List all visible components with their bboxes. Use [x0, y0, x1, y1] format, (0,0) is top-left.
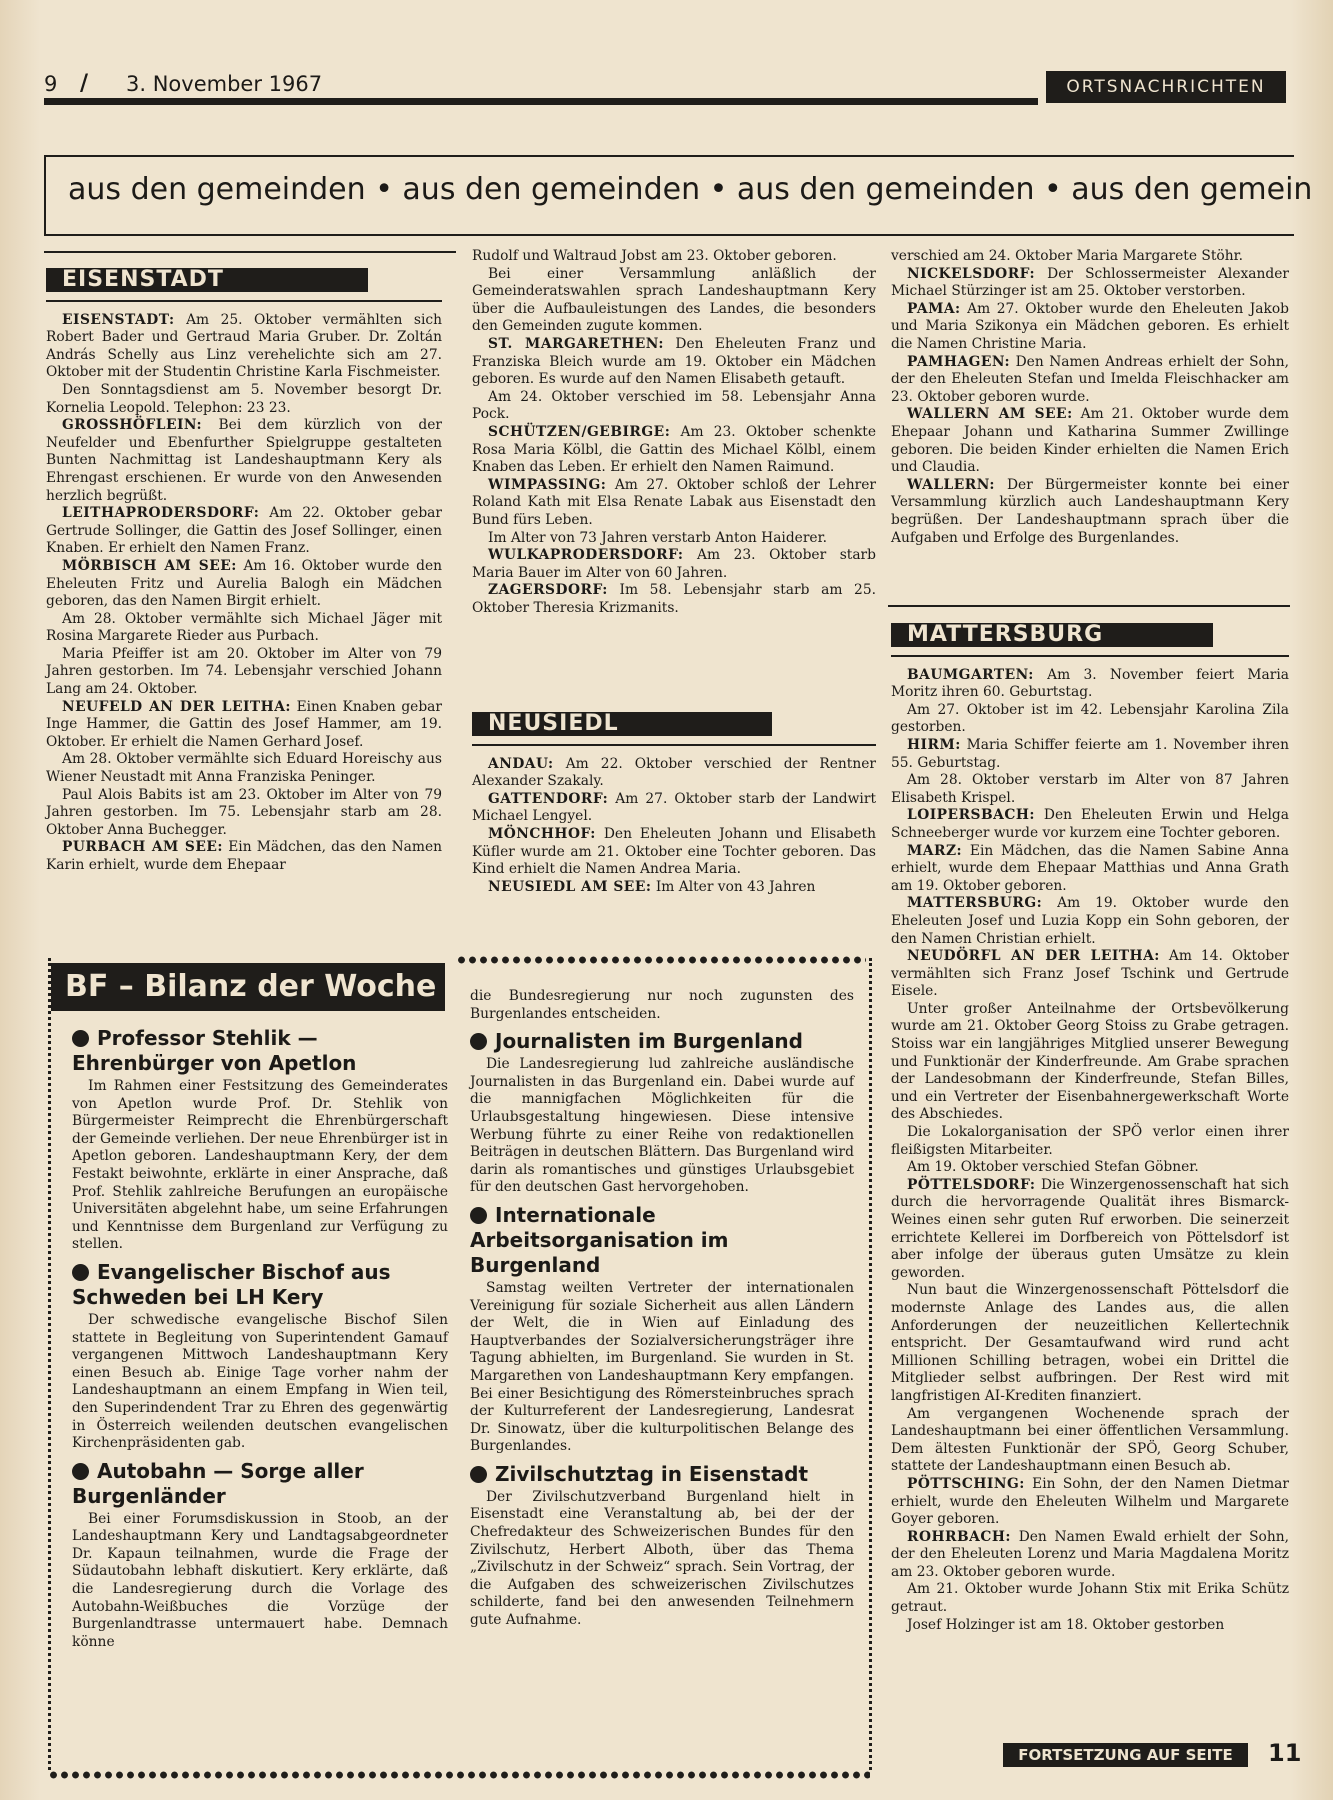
- place-name: MARZ:: [907, 842, 963, 859]
- news-paragraph: [891, 1001, 1289, 1124]
- place-name: PÖTTELSDORF:: [907, 1176, 1036, 1193]
- paragraph-text: Am 16. Oktober wurde den Eheleuten Fritz und Aurelia Balogh ein Mädchen geboren, das den Namen Birgit erhielt.: [46, 557, 442, 610]
- bf-title: BF – Bilanz der Woche: [51, 963, 445, 1011]
- place-name: NEUSIEDL AM SEE:: [488, 878, 652, 895]
- news-paragraph: [46, 382, 442, 417]
- news-paragraph: [891, 1581, 1289, 1616]
- paragraph-text: Paul Alois Babits ist am 23. Oktober im Alter von 79 Jahren gestorben. Im 75. Lebensjahr starb am 28. Oktober Anna Buchegger.: [46, 786, 442, 838]
- bf-headline-text: Evangelischer Bischof aus Schweden bei LH Kery: [72, 1259, 391, 1309]
- column-eisenstadt: [46, 268, 442, 875]
- paragraph-text: Am 22. Oktober verschied der Rentner Alexander Szakaly.: [472, 755, 876, 790]
- news-paragraph: [891, 1476, 1289, 1529]
- place-name: NEUDÖRFL AN DER LEITHA:: [907, 948, 1160, 965]
- news-paragraph: [891, 1282, 1289, 1405]
- news-paragraph: [472, 826, 876, 879]
- news-paragraph: [891, 895, 1289, 948]
- paragraph-text: Maria Schiffer feierte am 1. November ihren 55. Geburtstag.: [891, 736, 1289, 771]
- dotted-border-top: [456, 955, 866, 965]
- paragraph-text: Am 24. Oktober verschied im 58. Lebensjahr Anna Pock.: [472, 388, 876, 423]
- news-paragraph: [891, 477, 1289, 547]
- news-paragraph: [472, 389, 876, 424]
- place-name: NICKELSDORF:: [907, 265, 1036, 282]
- bf-headline-text: Journalisten im Burgenland: [495, 1029, 803, 1054]
- news-paragraph: [891, 948, 1289, 1001]
- paragraph-text: Am 27. Oktober ist im 42. Lebensjahr Karolina Zila gestorben.: [891, 701, 1289, 736]
- news-paragraph: [46, 751, 442, 786]
- news-paragraph: [470, 988, 854, 1023]
- place-name: GROSSHÖFLEIN:: [62, 417, 203, 434]
- place-name: PÖTTSCHING:: [907, 1475, 1025, 1492]
- place-name: WIMPASSING:: [488, 476, 607, 493]
- column-mattersburg: [891, 623, 1289, 1634]
- paragraph-text: Unter großer Anteilnahme der Ortsbevölkerung wurde am 21. Oktober Georg Stoiss zu Grabe getragen. Stoiss war ein langjähriges Mitglied unserer Bewegung und Funktionär der Kinderfreunde. Am Grabe sprachen der Landesobmann der Kinderfreunde, Stefan Billes, und ein Vertreter der Eisenbahnergewerkschaft Worte des Abschiedes.: [891, 1000, 1289, 1123]
- news-paragraph: [472, 424, 876, 477]
- paragraph-text: Bei dem kürzlich von der Neufelder und Ebenfurther Spielgruppe gestalteten Bunten Nachmittag ist Landeshauptmann Kery als Ehrengast erschienen. Er wurde von den Anwesenden herzlich begrüßt.: [46, 417, 442, 504]
- place-name: WULKAPRODERSDORF:: [488, 547, 684, 564]
- place-name: LEITHAPRODERSDORF:: [62, 505, 260, 522]
- paragraph-text: verschied am 24. Oktober Maria Margarete Stöhr.: [891, 248, 1244, 264]
- bf-right-body: [470, 988, 854, 1630]
- bullet-icon: [72, 1463, 89, 1480]
- neusiedl-body: [472, 756, 876, 897]
- right-top-body: [891, 248, 1289, 547]
- bullet-icon: [72, 1030, 89, 1047]
- place-name: MÖNCHHOF:: [488, 825, 596, 842]
- place-name: PAMHAGEN:: [907, 353, 1011, 370]
- news-paragraph: [891, 1529, 1289, 1582]
- news-paragraph: [72, 1511, 448, 1652]
- heading-eisenstadt: EISENSTADT: [46, 268, 368, 292]
- news-paragraph: [470, 1280, 854, 1456]
- news-paragraph: [72, 1078, 448, 1254]
- paragraph-text: Die Landesregierung lud zahlreiche ausländische Journalisten in das Burgenland ein. Dabei wurde auf die mannigfachen Möglichkeiten für die Urlaubsgestaltung hingewiesen. Diese intensive Werbung führte zu einer Reihe von redaktionellen Beiträgen in deutschen Blättern. Das Burgenland wird darin als romantisches und günstiges Urlaubsgebiet für den deutschen Gast hervorgehoben.: [470, 1056, 854, 1196]
- paragraph-text: Den Sonntagsdienst am 5. November besorgt Dr. Kornelia Leopold. Telephon: 23 23.: [46, 381, 442, 416]
- bf-column-left: [72, 1020, 448, 1651]
- paragraph-text: Den Eheleuten Johann und Elisabeth Küfler wurde am 21. Oktober eine Tochter geboren. Das Kind erhielt die Namen Andrea Maria.: [472, 825, 876, 878]
- paragraph-text: Am 21. Oktober wurde dem Ehepaar Johann und Katharina Summer Zwillinge geboren. Die beiden Kinder erhielten die Namen Erich und Claudia.: [891, 406, 1290, 476]
- place-name: ANDAU:: [488, 755, 554, 772]
- bf-headline: [72, 1260, 448, 1310]
- bullet-icon: [470, 1466, 487, 1483]
- column-right-top: [891, 248, 1289, 547]
- bf-left-body: [72, 1026, 448, 1651]
- bf-headline: [72, 1459, 448, 1509]
- paragraph-text: Bei einer Versammlung anläßlich der Gemeinderatswahlen sprach Landeshauptmann Kery über die Aufbauleistungen des Landes, die besonders den Gemeinden zugute kommen.: [472, 265, 876, 335]
- place-name: EISENSTADT:: [62, 311, 175, 328]
- paragraph-text: die Bundesregierung nur noch zugunsten des Burgenlandes entscheiden.: [470, 988, 854, 1022]
- place-name: WALLERN AM SEE:: [907, 406, 1073, 423]
- news-paragraph: [891, 1177, 1289, 1283]
- middle-top-body: [472, 248, 876, 617]
- heading-rule: [891, 655, 1289, 657]
- place-name: NEUFELD AN DER LEITHA:: [62, 698, 292, 715]
- news-paragraph: [472, 266, 876, 336]
- paragraph-text: Im Rahmen einer Festsitzung des Gemeinderates von Apetlon wurde Prof. Dr. Stehlik von Bürgermeister Reimprecht die Ehrenbürgerschaft der Gemeinde verliehen. Der neue Ehrenbürger ist in Apetlon geboren. Landeshauptmann Kery, der dem Festakt beiwohnte, erklärte in einer Ansprache, daß Prof. Stehlik zahlreiche Berufungen an europäische Universitäten abgelehnt habe, um seine Erfahrungen und Kenntnisse dem Burgenland zur Verfügung zu stellen.: [72, 1078, 448, 1253]
- paragraph-text: Bei einer Forumsdiskussion in Stoob, an der Landeshauptmann Kery und Landtagsabgeordneter Dr. Kapaun teilnahmen, wurde die Frage der Südautobahn lebhaft diskutiert. Kery erklärte, daß die Landesregierung durch die Vorlage des Autobahn-Weißbuches die Vorzüge der Burgenlandtrasse untermauert habe. Demnach könne: [72, 1510, 448, 1650]
- paragraph-text: Im Alter von 73 Jahren verstarb Anton Haiderer.: [488, 529, 828, 546]
- paragraph-text: Der Bürgermeister konnte bei einer Versammlung kürzlich auch Landeshauptmann Kery begrüßen. Der Landeshauptmann sprach über die Aufgaben und Erfolge des Burgenlandes.: [891, 476, 1289, 546]
- bf-headline-text: Internationale Arbeitsorganisation im Burgenland: [470, 1202, 729, 1277]
- paragraph-text: Am vergangenen Wochenende sprach der Landeshauptmann bei einer öffentlichen Versammlung. Dem ältesten Funktionär der SPÖ, Georg Schuber, stattete der Landeshauptmann einen Besuch ab.: [891, 1405, 1289, 1475]
- place-name: PAMA:: [907, 300, 961, 317]
- paragraph-text: Am 19. Oktober wurde den Eheleuten Josef und Luzia Kopp ein Sohn geboren, der den Namen Christian erhielt.: [891, 895, 1289, 947]
- news-paragraph: [46, 611, 442, 646]
- section-label: ORTSNACHRICHTEN: [1046, 71, 1286, 103]
- paragraph-text: Den Eheleuten Franz und Franziska Bleich wurde am 19. Oktober ein Mädchen geboren. Es wurde auf den Namen Elisabeth getauft.: [472, 335, 876, 388]
- news-paragraph: [891, 266, 1289, 301]
- paragraph-text: Am 21. Oktober wurde Johann Stix mit Erika Schütz getraut.: [891, 1581, 1289, 1616]
- paragraph-text: Nun baut die Winzergenossenschaft Pöttelsdorf die modernste Anlage des Landes aus, die allen Anforderungen der neuzeitlichen Kellertechnik entspricht. Der Gesamtaufwand wird rund acht Millionen Schilling betragen, wobei ein Drittel die Mitglieder selbst aufbringen. Der Rest wird mit langfristigen AI-Krediten finanziert.: [891, 1282, 1289, 1404]
- place-name: LOIPERSBACH:: [907, 807, 1035, 824]
- paragraph-text: Den Eheleuten Erwin und Helga Schneeberger wurde vor kurzem eine Tochter geboren.: [891, 807, 1289, 841]
- place-name: ST. MARGARETHEN:: [488, 335, 664, 352]
- paragraph-text: Josef Holzinger ist am 18. Oktober gestorben: [907, 1616, 1225, 1633]
- header-slash: /: [80, 70, 89, 96]
- paragraph-text: Am 28. Oktober vermählte sich Eduard Horeischy aus Wiener Neustadt mit Anna Franziska Peninger.: [46, 751, 442, 786]
- paragraph-text: Im 58. Lebensjahr starb am 25. Oktober Theresia Krizmanits.: [472, 582, 876, 616]
- paragraph-text: Im Alter von 43 Jahren: [651, 878, 816, 895]
- bf-column-right: [470, 988, 854, 1630]
- news-paragraph: [46, 558, 442, 611]
- page-number: 9: [44, 72, 58, 96]
- issue-date: 3. November 1967: [126, 72, 323, 96]
- news-paragraph: [891, 772, 1289, 807]
- place-name: PURBACH AM SEE:: [62, 839, 224, 856]
- paragraph-text: Den Namen Ewald erhielt der Sohn, der den Eheleuten Lorenz und Maria Magdalena Moritz am 23. Oktober geboren wurde.: [891, 1528, 1289, 1580]
- news-paragraph: [891, 1406, 1289, 1476]
- paragraph-text: Der Schlossermeister Alexander Michael Stürzinger ist am 25. Oktober verstorben.: [891, 265, 1289, 300]
- news-paragraph: [472, 582, 876, 617]
- paragraph-text: Die Winzergenossenschaft hat sich durch die hervorragende Qualität ihres Bismarck-Weines einen sehr guten Ruf erworben. Die seinerzeit errichtete Kellerei im Dorfbereich von Pöttelsdorf ist aber infolge der überaus guten Umsätze zu klein geworden.: [891, 1176, 1289, 1281]
- eisenstadt-body: [46, 312, 442, 875]
- news-paragraph: [891, 667, 1289, 702]
- paragraph-text: Am 19. Oktober verschied Stefan Göbner.: [907, 1159, 1199, 1176]
- column-rule-right: [888, 605, 1290, 607]
- bf-headline: [470, 1203, 854, 1278]
- continue-label: FORTSETZUNG AUF SEITE: [1003, 1743, 1248, 1767]
- news-paragraph: [46, 787, 442, 840]
- news-paragraph: [46, 417, 442, 505]
- news-paragraph: [46, 312, 442, 382]
- paragraph-text: Am 14. Oktober vermählten sich Franz Josef Tschink und Gertrude Eisele.: [891, 948, 1289, 1000]
- news-paragraph: [891, 843, 1289, 896]
- news-paragraph: [891, 1617, 1289, 1635]
- news-paragraph: [472, 547, 876, 582]
- place-name: ZAGERSDORF:: [488, 582, 608, 599]
- news-paragraph: [72, 1312, 448, 1453]
- news-paragraph: [472, 756, 876, 791]
- paragraph-text: Die Lokalorganisation der SPÖ verlor einen ihrer fleißigsten Mitarbeiter.: [891, 1124, 1289, 1158]
- place-name: WALLERN:: [907, 476, 995, 493]
- news-paragraph: [46, 505, 442, 558]
- paragraph-text: Ein Mädchen, das den Namen Karin erhielt, wurde dem Ehepaar: [46, 839, 442, 873]
- place-name: MÖRBISCH AM SEE:: [62, 557, 237, 574]
- news-paragraph: [891, 737, 1289, 772]
- paragraph-text: Samstag weilten Vertreter der internationalen Vereinigung für soziale Sicherheit aus allen Ländern der Welt, die in Wien auf Einladung des Hauptverbandes der Sozialversicherungsträger ihre Tagung abhielten, im Burgenland. Sie wurden in St. Margarethen von Landeshauptmann Kery empfangen. Bei einer Besichtigung des Römersteinbruches sprach der Kulturreferent der Landesregierung, Landesrat Dr. Sinowatz, über die kulturpolitischen Belange des Burgenlandes.: [470, 1279, 854, 1455]
- news-paragraph: [472, 530, 876, 548]
- paragraph-text: Am 23. Oktober starb Maria Bauer im Alter von 60 Jahren.: [472, 547, 876, 581]
- paragraph-text: Der schwedische evangelische Bischof Silen stattete in Begleitung von Superintendent Gamauf vergangenen Mittwoch Landeshauptmann Kery einen Besuch ab. Einige Tage vorher nahm der Landeshauptmann an einem Empfang in Wien teil, den Superindendent Trar zu Ehren des gegenwärtig in Österreich weilenden deutschen evangelischen Kirchenpräsidenten gab.: [72, 1311, 448, 1452]
- news-paragraph: [46, 839, 442, 874]
- news-paragraph: [891, 1159, 1289, 1177]
- news-paragraph: [46, 646, 442, 699]
- place-name: MATTERSBURG:: [907, 895, 1043, 912]
- news-paragraph: [472, 791, 876, 826]
- heading-rule: [472, 744, 876, 746]
- news-paragraph: [891, 301, 1289, 354]
- column-rule-left: [44, 251, 456, 253]
- place-name: SCHÜTZEN/GEBIRGE:: [488, 423, 671, 440]
- news-paragraph: [470, 1489, 854, 1630]
- paragraph-text: Maria Pfeiffer ist am 20. Oktober im Alter von 79 Jahren gestorben. Im 74. Lebensjahr verschied Johann Lang am 24. Oktober.: [46, 645, 442, 698]
- paragraph-text: Am 3. November feiert Maria Moritz ihren 60. Geburtstag.: [891, 666, 1289, 701]
- place-name: BAUMGARTEN:: [907, 666, 1034, 683]
- place-name: GATTENDORF:: [488, 790, 609, 807]
- bf-headline: [470, 1029, 854, 1054]
- column-middle-top: [472, 248, 876, 617]
- heading-neusiedl: NEUSIEDL: [472, 712, 772, 736]
- place-name: ROHRBACH:: [907, 1528, 1011, 1545]
- news-paragraph: [472, 336, 876, 389]
- paragraph-text: Am 27. Oktober starb der Landwirt Michael Lengyel.: [472, 790, 876, 825]
- mattersburg-body: [891, 667, 1289, 1635]
- bullet-icon: [72, 1264, 89, 1281]
- paragraph-text: Einen Knaben gebar Inge Hammer, die Gattin des Josef Hammer, am 19. Oktober. Er erhielt die Namen Gerhard Josef.: [46, 698, 442, 750]
- news-paragraph: [472, 477, 876, 530]
- bullet-icon: [470, 1033, 487, 1050]
- paragraph-text: Am 23. Oktober schenkte Rosa Maria Kölbl, die Gattin des Michael Kölbl, einem Knaben das Leben. Er erhielt den Namen Raimund.: [472, 423, 876, 476]
- paragraph-text: Am 27. Oktober schloß der Lehrer Roland Kath mit Elsa Renate Labak aus Eisenstadt den Bund fürs Leben.: [472, 476, 876, 528]
- news-paragraph: [891, 702, 1289, 737]
- bf-headline-text: Autobahn — Sorge aller Burgenländer: [72, 1458, 364, 1508]
- dotted-border-bottom: [48, 1770, 870, 1780]
- news-paragraph: [472, 248, 876, 266]
- bf-headline: [72, 1026, 448, 1076]
- place-name: HIRM:: [907, 736, 961, 753]
- bf-headline-text: Zivilschutztag in Eisenstadt: [495, 1461, 808, 1486]
- paragraph-text: Den Namen Andreas erhielt der Sohn, der den Eheleuten Stefan und Imelda Fleischhacker am 23. Oktober geboren wurde.: [891, 353, 1289, 405]
- paragraph-text: Ein Mädchen, das die Namen Sabine Anna erhielt, wurde dem Ehepaar Matthias und Anna Grath am 19. Oktober geboren.: [891, 842, 1289, 894]
- news-paragraph: [46, 699, 442, 752]
- news-paragraph: [891, 248, 1289, 266]
- column-neusiedl: [472, 712, 876, 896]
- paragraph-text: Ein Sohn, der den Namen Dietmar erhielt, wurde den Eheleuten Wilhelm und Margarete Goyer geboren.: [891, 1475, 1289, 1528]
- paragraph-text: Am 25. Oktober vermählten sich Robert Bader und Gertraud Maria Gruber. Dr. Zoltán András Schelly aus Linz verehelichte sich am 27. Oktober mit der Studentin Christine Karla Fischmeister.: [46, 311, 442, 381]
- bf-headline: [470, 1462, 854, 1487]
- news-paragraph: [891, 807, 1289, 842]
- paragraph-text: Am 22. Oktober gebar Gertrude Sollinger, die Gattin des Josef Sollinger, einen Knaben. Er erhielt den Namen Franz.: [46, 505, 442, 557]
- heading-rule: [46, 300, 442, 302]
- header-rule: [44, 98, 1038, 105]
- paragraph-text: Am 27. Oktober wurde den Eheleuten Jakob und Maria Szikonya ein Mädchen geboren. Es erhielt die Namen Christine Maria.: [891, 300, 1289, 352]
- paragraph-text: Am 28. Oktober verstarb im Alter von 87 Jahren Elisabeth Krispel.: [891, 772, 1289, 806]
- bf-headline-text: Professor Stehlik — Ehrenbürger von Apetlon: [72, 1026, 357, 1075]
- paragraph-text: Rudolf und Waltraud Jobst am 23. Oktober geboren.: [472, 248, 837, 264]
- news-paragraph: [472, 879, 876, 897]
- heading-mattersburg: MATTERSBURG: [891, 623, 1213, 647]
- gemeinden-banner: [44, 155, 1313, 236]
- news-paragraph: [470, 1056, 854, 1197]
- paragraph-text: Der Zivilschutzverband Burgenland hielt in Eisenstadt eine Veranstaltung ab, bei der der Chefredakteur des Schweizerischen Bundes für den Zivilschutz, Herbert Alboth, über das Thema „Zivilschutz in der Schweiz“ sprach. Sein Vortrag, der die Aufgaben des schweizerischen Zivilschutzes schilderte, fand bei den anwesenden Teilnehmern gute Aufnahme.: [470, 1488, 854, 1629]
- news-paragraph: [891, 354, 1289, 407]
- continue-page: 11: [1268, 1739, 1302, 1767]
- bullet-icon: [470, 1207, 487, 1224]
- paragraph-text: Am 28. Oktober vermählte sich Michael Jäger mit Rosina Margarete Rieder aus Purbach.: [46, 610, 442, 645]
- news-paragraph: [891, 406, 1289, 476]
- banner-text: aus den gemeinden • aus den gemeinden • aus den gemeinden • aus den gemein: [68, 172, 1313, 207]
- news-paragraph: [891, 1124, 1289, 1159]
